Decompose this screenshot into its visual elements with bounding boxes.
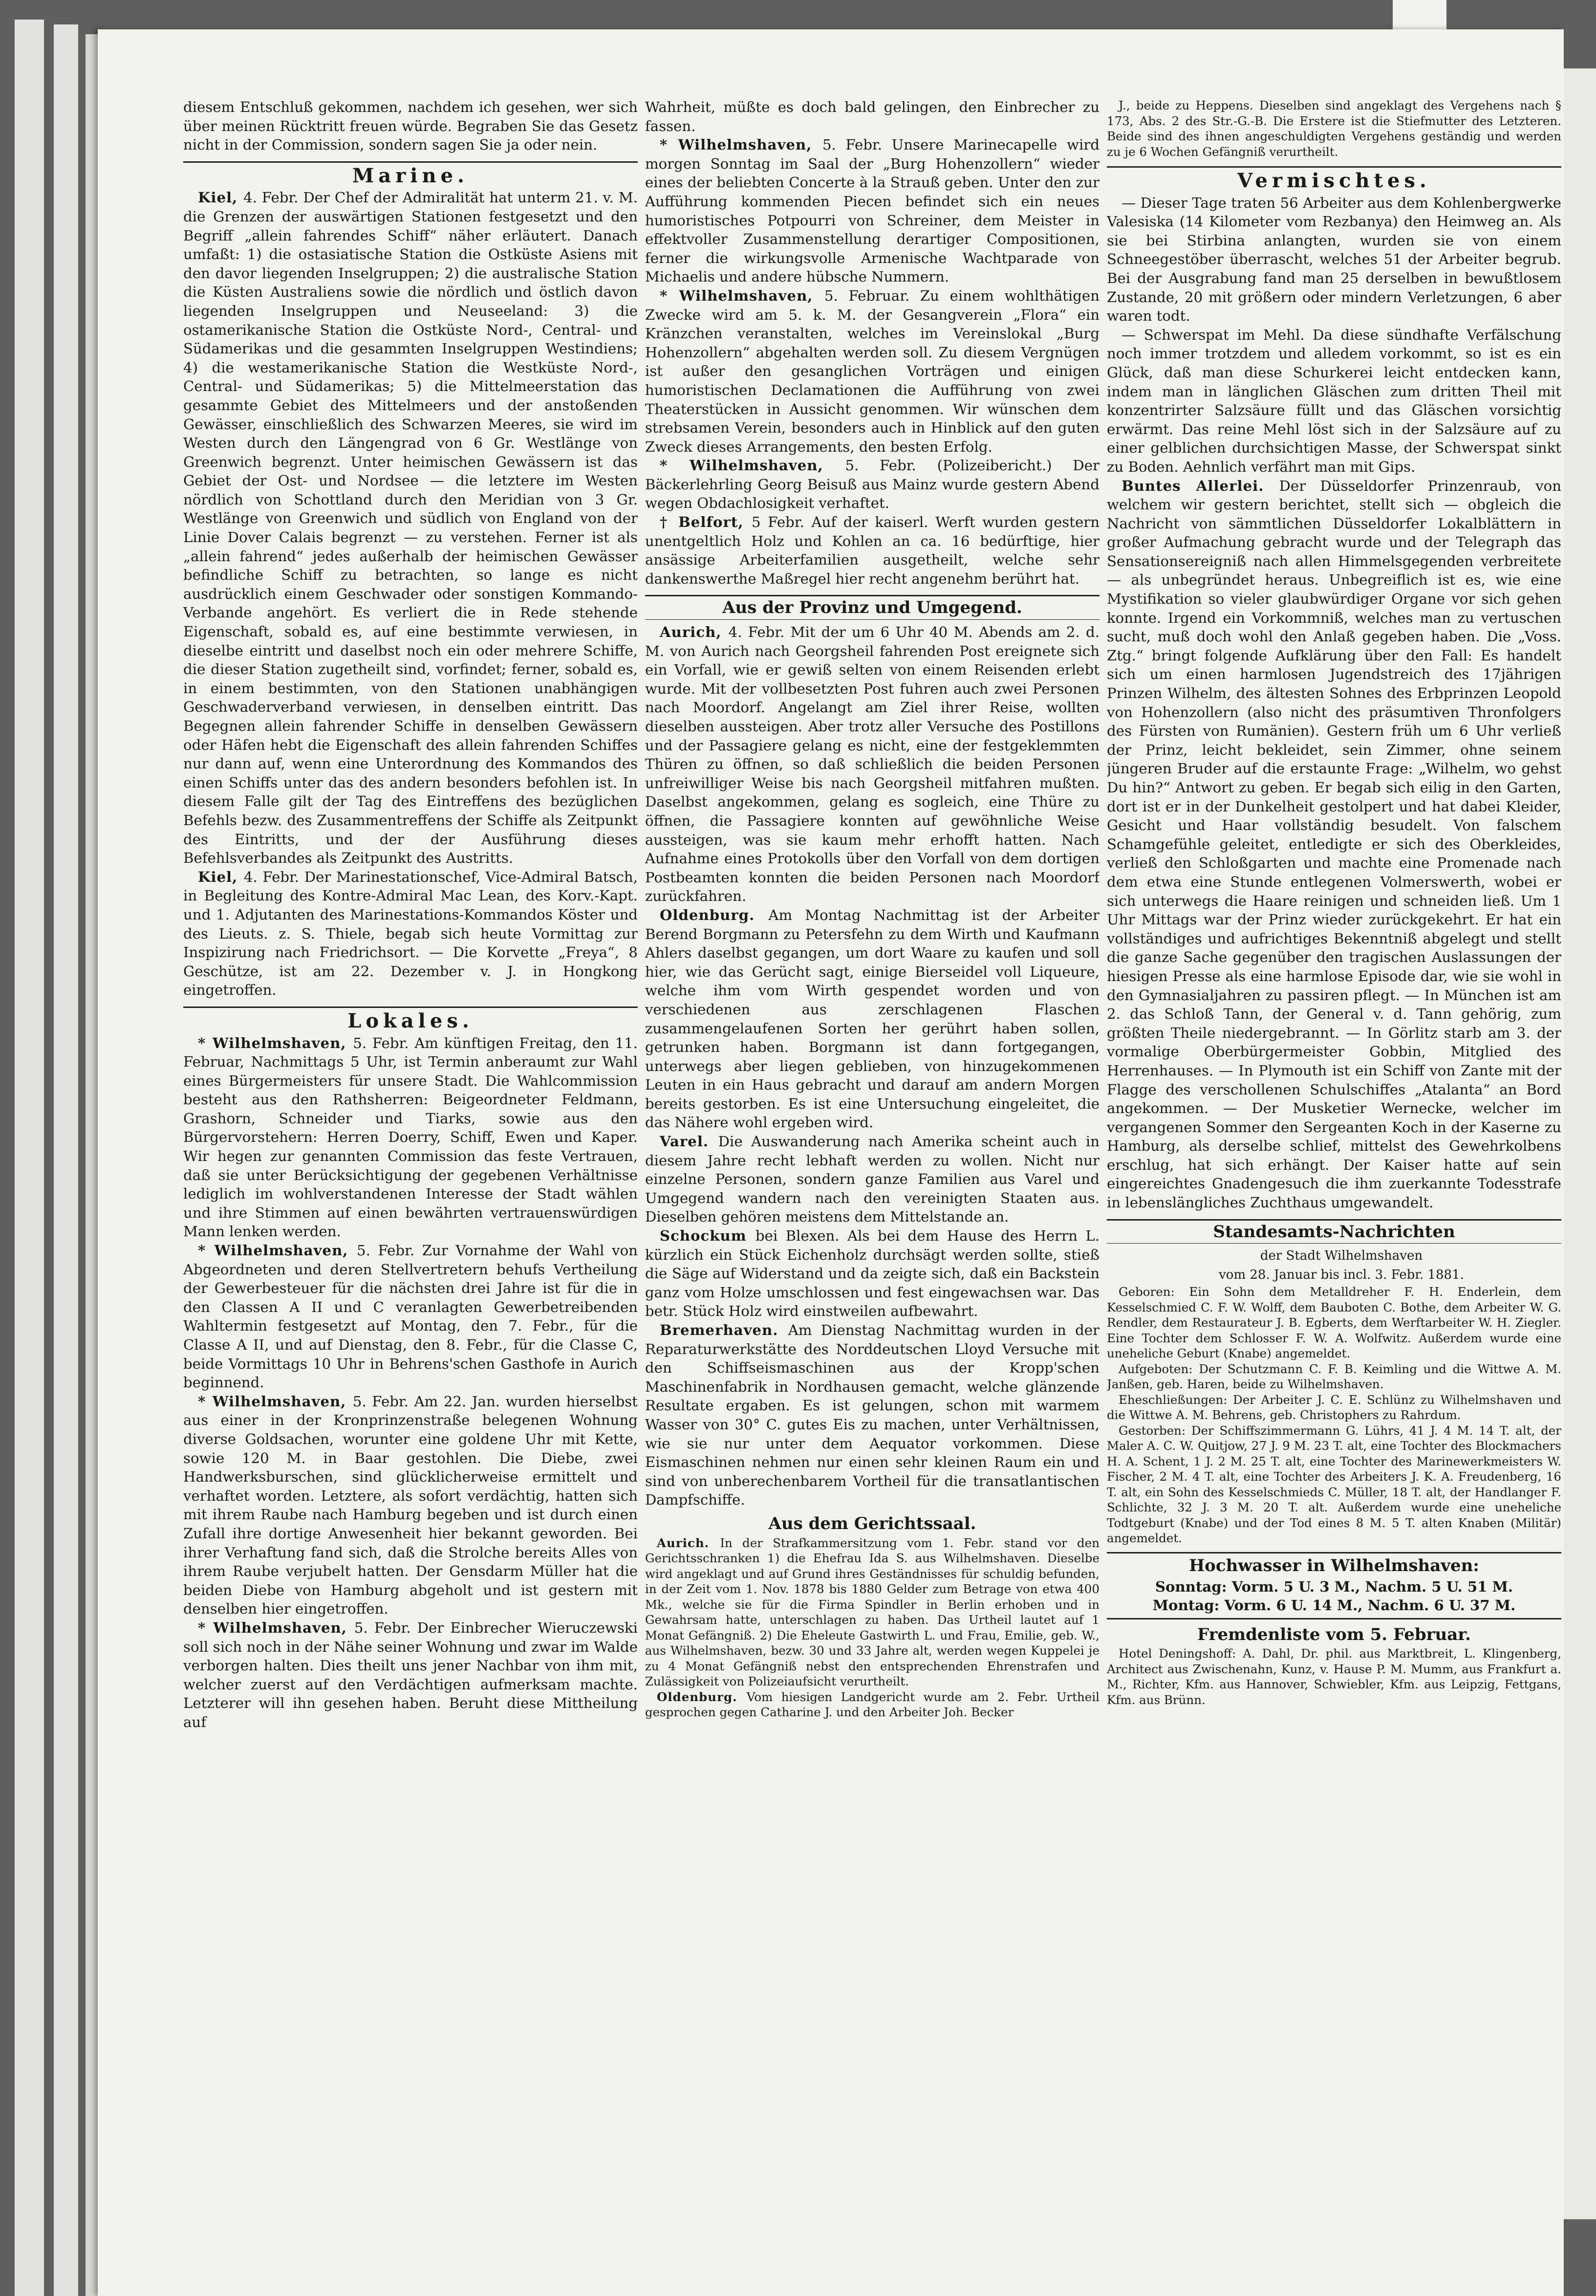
court-report <box>645 1689 1100 1720</box>
article-paragraph <box>1107 1284 1561 1361</box>
dateline: Kiel, <box>198 868 244 885</box>
tide-line: Sonntag: Vorm. 5 U. 3 M., Nachm. 5 U. 51 M. <box>1155 1578 1513 1595</box>
article-text: Aufgeboten: Der Schutzmann C. F. B. Keimling und die Wittwe A. M. Janßen, geb. Haren, beide zu Wilhelmshaven. <box>1107 1361 1561 1392</box>
article-text: Gestorben: Der Schiffszimmermann G. Lührs, 41 J. 4 M. 14 T. alt, der Maler A. C. W. Quitjow, 27 J. 9 M. 23 T. alt, eine Tochter des Blockmachers H. A. Schent, 1 J. 2 M. 25 T. alt, eine Tochter des Marinewerkmeisters W. Fischer, 2 M. 4 T. alt, eine Tochter des Arbeiters J. K. A. Freudenberg, 16 T. alt, ein Sohn des Kesselschmieds C. Müller, 18 T. alt, der Handlanger F. Schlichte, 32 J. 3 M. 20 T. alt. Außerdem wurde eine uneheliche Todtgeburt (Knabe) und der Tod eines 8 M. 5 T. alten Knaben (Militär) angemeldet. <box>1107 1423 1561 1546</box>
article-text: 5 Febr. Auf der kaiserl. Werft wurden gestern unentgeltlich Holz und Kohlen an ca. 16 bedürftige, hier ansässige Arbeiterfamilien ausgetheilt, welche sehr dankenswerthe Maßregel hier recht angenehm berührt hat. <box>645 514 1100 587</box>
article <box>183 1392 638 1618</box>
article <box>645 1226 1100 1321</box>
article-paragraph <box>1107 477 1561 1212</box>
dateline: † Belfort, <box>660 514 752 531</box>
dateline: Oldenburg. <box>657 1689 747 1704</box>
article-text: diesem Entschluß gekommen, nachdem ich gesehen, wer sich über meinen Rücktritt freuen würde. Begraben Sie das Gesetz nicht in der Commission, sondern sagen Sie ja oder nein. <box>183 99 638 153</box>
article-text: 5. Febr. Am künftigen Freitag, den 11. Februar, Nachmittags 5 Uhr, ist Termin anberaumt zur Wahl eines Bürgermeisters für unsere Stadt. Die Wahlcommission besteht aus den Rathsherren: Beigeordneter Feldmann, Grashorn, Schneider und Tiarks, sowie aus den Bürgervorstehern: Herren Doerry, Schiff, Ewen und Kaper. Wir hegen zur genannten Commission das feste Vertrauen, daß sie unter Berücksichtigung der gegebenen Verhältnisse lediglich im wohlverstandenen Interesse der Stadt wählen und ihre Stimmen auf einen bewährten vertrauenswürdigen Mann lenken werden. <box>183 1034 638 1240</box>
article-paragraph <box>183 868 638 1000</box>
article-paragraph <box>1107 194 1561 326</box>
article <box>1107 194 1561 326</box>
article <box>645 1321 1100 1509</box>
court-report <box>645 1535 1100 1689</box>
court-report <box>1107 98 1561 159</box>
section-heading: Standesamts-Nachrichten <box>1107 1219 1561 1244</box>
article-text: 5. Febr. Zur Vornahme der Wahl von Abgeordneten und deren Stellvertretern behufs Vertheilung der Gewerbesteuer für die nächsten drei Jahre ist für die in den Classen A II und C veranlagten Gewerbetreibenden Wahltermin festgesetzt auf Montag, den 7. Febr., für die Classe A II, und auf Dienstag, den 8. Febr., für die Classe C, beide Vormittags 10 Uhr in Behrens'schen Gasthofe in Aurich beginnend. <box>183 1242 638 1391</box>
article-text: Am Dienstag Nachmittag wurden in der Reparaturwerkstätte des Norddeutschen Lloyd Versuche mit den Schiffseismaschinen aus der Kropp'schen Maschinenfabrik in Nordhausen gemacht, welche glänzende Resultate ergaben. Es ist gelungen, schon mit warmem Wasser von 30° C. gutes Eis zu machen, unter Verhältnissen, wie sie nur unter dem Aequator vorkommen. Diese Eismaschinen nehmen nur einen sehr kleinen Raum ein und sind von unberechenbarem Vortheil für die transatlantischen Dampfschiffe. <box>645 1322 1100 1509</box>
article-paragraph <box>1107 1646 1561 1707</box>
article-text: bei Blexen. Als bei dem Hause des Herrn L. kürzlich ein Stück Eichenholz durchsägt werden sollte, stieß die Säge auf Widerstand und da zeigte sich, daß ein Backstein ganz vom Holze umschlossen und fest eingewachsen war. Das betr. Stück Holz wird einstweilen aufbewahrt. <box>645 1227 1100 1320</box>
article-paragraph <box>645 1535 1100 1689</box>
article <box>645 1132 1100 1226</box>
article <box>183 1034 638 1242</box>
article <box>1107 326 1561 477</box>
article <box>183 868 638 1000</box>
article-paragraph <box>645 1321 1100 1509</box>
column-3 <box>1107 98 1561 1707</box>
dateline: * Wilhelmshaven, <box>660 457 845 474</box>
column-2 <box>645 98 1100 1720</box>
article-text: — Dieser Tage traten 56 Arbeiter aus dem Kohlenbergwerke Valesiska (14 Kilometer vom Rezbanya) den Heimweg an. Als sie bei Stirbina anlangten, wurden sie von einem Schneegestöber überrascht, welches 51 der Arbeiter begrub. Bei der Ausgrabung fand man 25 derselben in bewußtlosem Zustande, 20 mit größern oder mindern Verletzungen, 6 aber waren todt. <box>1107 194 1561 325</box>
article-paragraph <box>645 286 1100 456</box>
article-text: 5. Febr. Der Einbrecher Wieruczewski soll sich noch in der Nähe seiner Wohnung und zwar im Walde verborgen halten. Dies theilt uns jener Nachbar von ihm mit, welcher zuerst auf den Verdächtigen aufmerksam machte. Letzterer will ihn gesehen haben. Beruht diese Mittheilung auf <box>183 1619 638 1730</box>
court-report <box>1107 1646 1561 1707</box>
article-paragraph <box>645 623 1100 906</box>
article-text: 5. Februar. Zu einem wohlthätigen Zwecke wird am 5. k. M. der Gesangverein „Flora“ ein Kränzchen veranstalten, welches im Vereinslokal „Burg Hohenzollern“ abgehalten werden soll. Zu diesem Vergnügen ist außer den gesanglichen Vorträgen und einigen humoristischen Declamationen die Aufführung von zwei Theaterstücken in Aussicht genommen. Wir wünschen dem strebsamen Verein, besonders auch in Hinblick auf den guten Zweck dieses Arrangements, den besten Erfolg. <box>645 287 1100 455</box>
tide-title: Hochwasser in Wilhelmshaven: <box>1189 1555 1479 1575</box>
article-paragraph <box>645 513 1100 588</box>
article-text: J., beide zu Heppens. Dieselben sind angeklagt des Vergehens nach § 173, Abs. 2 des Str.-G.-B. Die Erstere ist die Stiefmutter des Letzteren. Beide sind des ihnen angeschuldigten Vergehens geständig und werden zu je 6 Wochen Gefängniß verurtheilt. <box>1107 98 1561 159</box>
court-report <box>1107 1361 1561 1392</box>
article-paragraph <box>183 1034 638 1242</box>
article-text: Hotel Deningshoff: A. Dahl, Dr. phil. aus Marktbreit, L. Klingenberg, Architect aus Zwischenahn, Kunz, v. Hause P. M. Mumm, aus Frankfurt a. M., Richter, Kfm. aus Hannover, Schwiebler, Kfm. aus Leipzig, Fettgans, Kfm. aus Brünn. <box>1107 1646 1561 1707</box>
article-paragraph <box>183 1618 638 1732</box>
article-text: 5. Febr. (Polizeibericht.) Der Bäckerlehrling Georg Beisuß aus Mainz wurde gestern Abend wegen Obdachlosigkeit verhaftet. <box>645 457 1100 512</box>
article <box>1107 477 1561 1212</box>
article <box>645 135 1100 286</box>
newspaper-page <box>98 29 1564 2296</box>
article <box>183 98 638 154</box>
court-report <box>1107 1284 1561 1361</box>
article-paragraph <box>645 1226 1100 1321</box>
article-text: 4. Febr. Der Chef der Admiralität hat unterm 21. v. M. die Grenzen der auswärtigen Stationen festgesetzt und den Begriff „allein fahrendes Schiff“ näher erläutert. Danach umfaßt: 1) die ostasiatische Station die Ostküste Asiens mit den davor liegenden Inselgruppen; 2) die australische Station die Küsten Australiens sowie die nördlich und östlich davon liegenden Inselgruppen und Neuseeland: 3) die ostamerikanische Station die Ostküste Nord-, Central- und Südamerikas und die gesammten Inselgruppen Westindiens; 4) die westamerikanische Station die Westküste Nord-, Central- und Südamerikas; 5) die Mittelmeerstation das gesammte Gebiet des Mittelmeers und der anstoßenden Gewässer, einschließlich des Schwarzen Meeres, sie wird im Westen durch den Längengrad von 6 Gr. Westlänge von Greenwich begrenzt. Unter heimischen Gewässern ist das Gebiet der Ost- und Nordsee — die letztere im Westen nördlich von Schottland durch den Meridian von 3 Gr. Westlänge von Greenwich und südlich von England von der Linie Dover Calais begrenzt — zu verstehen. Ferner ist als „allein fahrend“ jedes außerhalb der heimischen Gewässer befindliche Schiff zu betrachten, so lange es nicht ausdrücklich einem Geschwader oder sonstigen Kommando-Verbande angehört. Es verliert die in Rede stehende Eigenschaft, sobald es, auf eine bestimmte verwiesen, in dieselbe eintritt und daselbst noch ein oder mehrere Schiffe, die dieser Station zugetheilt sind, vorfindet; ferner, sobald es, in einem bestimmten, von den Stationen unabhängigen Geschwaderverband verwiesen, in denselben eintritt. Das Begegnen allein fahrender Schiffe in denselben Gewässern oder Häfen hebt die Eigenschaft des allein fahrenden Schiffes nur dann auf, wenn eine Unterordnung des Kommandos des einen Schiffs unter das des andern besonders befohlen ist. In diesem Falle gilt der Tag des Eintreffens des bezüglichen Befehls bezw. des Zusammentreffens der Schiffe als Zeitpunkt des Eintritts, und der der Ausführung dieses Befehlsverbandes als Zeitpunkt des Austritts. <box>183 189 638 867</box>
article-text: Eheschließungen: Der Arbeiter J. C. E. Schlünz zu Wilhelmshaven und die Wittwe A. M. Behrens, geb. Christophers zu Rahrdum. <box>1107 1392 1561 1422</box>
dateline: * Wilhelmshaven, <box>198 1393 353 1410</box>
article-paragraph <box>1107 98 1561 159</box>
article-paragraph <box>183 98 638 154</box>
article <box>183 1618 638 1732</box>
article-paragraph <box>645 1132 1100 1226</box>
section-heading: Marine. <box>183 161 638 186</box>
section-subheading: vom 28. Januar bis incl. 3. Febr. 1881. <box>1219 1267 1464 1282</box>
column-1 <box>183 98 638 1731</box>
article-text: 4. Febr. Der Marinestationschef, Vice-Admiral Batsch, in Begleitung des Kontre-Admiral Mac Lean, des Korv.-Kapt. und 1. Adjutanten des Marinestations-Kommandos Köster und des Lieuts. z. S. Thiele, begab sich heute Vormittag zur Inspizirung nach Friedrichsort. — Die Korvette „Freya“, 8 Geschütze, ist am 22. Dezember v. J. in Hongkong eingetroffen. <box>183 868 638 999</box>
article <box>645 906 1100 1132</box>
tide-line: Montag: Vorm. 6 U. 14 M., Nachm. 6 U. 37 M. <box>1152 1597 1516 1614</box>
article-paragraph <box>645 456 1100 513</box>
dateline: Buntes Allerlei. <box>1122 477 1279 494</box>
court-report <box>1107 1392 1561 1423</box>
dateline: * Wilhelmshaven, <box>198 1034 353 1051</box>
dateline: * Wilhelmshaven, <box>660 136 822 153</box>
article <box>183 1241 638 1392</box>
article-text: 4. Febr. Mit der um 6 Uhr 40 M. Abends am 2. d. M. von Aurich nach Georgsheil fahrenden Post ereignete sich ein Vorfall, wie er gewiß selten von einem Reisenden erlebt wurde. Mit der vollbesetzten Post fuhren auch zwei Personen nach Moordorf. Angelangt am Ziel ihrer Reise, wollten dieselben aussteigen. Aber trotz aller Versuche des Postillons und der Passagiere gelang es nicht, eine der festgeklemmten Thüren zu öffnen, so daß schließlich die beiden Personen unfreiwilliger Weise bis nach Georgsheil mitfahren mußten. Daselbst angekommen, gelang es sogleich, eine Thüre zu öffnen, die Passagiere konnten auf gewöhnliche Weise aussteigen, was sie kaum mehr erhofft hatten. Nach Aufnahme eines Protokolls über den Vorfall von dem dortigen Postbeamten konnten die beiden Personen nach Moordorf zurückfahren. <box>645 624 1100 905</box>
dateline: Bremerhaven. <box>660 1322 788 1338</box>
court-report <box>1107 1423 1561 1546</box>
article-text: 5. Febr. Unsere Marinecapelle wird morgen Sonntag im Saal der „Burg Hohenzollern“ wieder eines der beliebten Concerte à la Strauß geben. Unter den zur Aufführung kommenden Piecen befindet sich ein neues humoristisches Potpourri von Schreiner, dem Meister in effektvoller Zusammenstellung derartiger Compositionen, ferner die wirkungsvolle Armenische Wachtparade von Michaelis und andere hübsche Nummern. <box>645 136 1100 285</box>
section-heading: Aus der Provinz und Umgegend. <box>645 595 1100 620</box>
article <box>183 188 638 867</box>
article-paragraph <box>183 188 638 867</box>
adjacent-page-fragment <box>1564 68 1596 2219</box>
dateline: Varel. <box>660 1133 718 1150</box>
section-subheading: der Stadt Wilhelmshaven <box>1260 1248 1423 1264</box>
article-paragraph <box>183 1241 638 1392</box>
article-text: Am Montag Nachmittag ist der Arbeiter Berend Borgmann zu Petersfehn zu dem Wirth und Kaufmann Ahlers daselbst gegangen, um dort Waare zu kaufen und soll hier, wie das Gerücht sagt, einige Bierseidel voll Liqueure, welche ihm vom Wirth gespendet worden und von verschiedenen aus zerschlagenen Flaschen zusammengelaufenen Sorten her gerührt haben sollen, getrunken haben. Borgmann ist dann fortgegangen, unterwegs aber liegen geblieben, von hinzugekommenen Leuten in ein Haus gebracht und darauf am andern Morgen bereits gestorben. Es ist eine Untersuchung eingeleitet, die das Nähere wohl ergeben wird. <box>645 906 1100 1131</box>
article-text: Geboren: Ein Sohn dem Metalldreher F. H. Enderlein, dem Kesselschmied C. F. W. Wolff, dem Bauboten C. Bothe, dem Arbeiter W. G. Rendler, dem Restaurateur J. B. Egberts, dem Werftarbeiter W. H. Ziegler. Eine Tochter dem Schlosser F. W. A. Wolfwitz. Außerdem wurde eine uneheliche Geburt (Knabe) angemeldet. <box>1107 1285 1561 1361</box>
article-paragraph <box>183 1392 638 1618</box>
article-text: 5. Febr. Am 22. Jan. wurden hierselbst aus einer in der Kronprinzenstraße belegenen Wohnung diverse Goldsachen, worunter eine goldene Uhr mit Kette, sowie 120 M. in Baar gestohlen. Die Diebe, zwei Handwerksburschen, sind glücklicherweise ermittelt und verhaftet worden. Letztere, als sofort verdächtig, hatten sich mit ihrem Raube nach Hamburg begeben und ist durch einen Zufall ihre dortige Anwesenheit hier bekannt geworden. Bei ihrer Verhaftung fand sich, daß die Strolche bereits Alles von ihrem Raube verjubelt hatten. Der Gensdarm Müller hat die beiden Diebe von Hamburg abgeholt und ist gestern mit denselben hier eingetroffen. <box>183 1393 638 1618</box>
section-heading: Aus dem Gerichtssaal. <box>768 1513 976 1533</box>
dateline: Oldenburg. <box>660 906 769 923</box>
dateline: Aurich. <box>657 1535 720 1550</box>
article-text: Der Düsseldorfer Prinzenraub, von welchem wir gestern berichtet, stellt sich — obgleich die Nachricht von sämmtlichen Düsseldorfer Lokalblättern in großer Aufmachung gebracht wurde und der Telegraph das Sensationsereigniß nach allen Himmelsgegenden verbreitete — als unbegründet heraus. Unbegreiflich ist es, wie eine Mystifikation so vieler glaubwürdiger Organe vor sich gehen konnte. Irgend ein Vorkommniß, welches man zu vertuschen sucht, muß doch wohl den Anlaß gegeben haben. Die „Voss. Ztg.“ bringt folgende Aufklärung über den Fall: Es handelt sich um einen harmlosen Jugendstreich des 17jährigen Prinzen Wilhelm, des ältesten Sohnes des Erbprinzen Leopold von Hohenzollern (also nicht des präsumtiven Thronfolgers des Fürsten von Rumänien). Gestern früh um 6 Uhr verließ der Prinz, leicht bekleidet, sein Zimmer, ohne seinem jüngeren Bruder auf die erstaunte Frage: „Wilhelm, wo gehst Du hin?“ Antwort zu geben. Er begab sich eilig in den Garten, dort ist er in der Dunkelheit gestolpert und hat dabei Kleider, Gesicht und Haar vollständig besudelt. Von falschem Schamgefühle geleitet, entledigte er sich des Oberkleides, verließ den Schloßgarten und machte eine Promenade nach dem etwa eine Stunde entlegenen Volmerswerth, wobei er sich unterwegs die Haare reinigen und schneiden ließ. Um 1 Uhr Mittags war der Prinz wieder zurückgekehrt. Er hat ein vollständiges und aufrichtiges Bekenntniß abgelegt und stellt die ganze Sache gegenüber den tragischen Auslassungen der hiesigen Presse als eine harmlose Episode dar, wie sie wohl in den Gymnasialjahren zu passiren pflegt. — In München ist am 2. das Schloß Tann, der General v. d. Tann gehörig, zum größten Theile niedergebrannt. — In Görlitz starb am 3. der vormalige Oberbürgermeister Gobbin, Mitglied des Herrenhauses. — In Plymouth ist ein Schiff von Zante mit der Flagge des verschollenen Schulschiffes „Atalanta“ an Bord angekommen. — Der Musketier Wernecke, welcher im vergangenen Sommer den Sergeanten Koch in der Kaserne zu Hamburg, als derselbe schlief, mittelst des Gewehrkolbens erschlug, hat sich erhängt. Der Kaiser hatte auf sein eingereichtes Gnadengesuch die ihm zuerkannte Todesstrafe in lebenslängliches Zuchthaus umgewandelt. <box>1107 477 1561 1211</box>
article-paragraph <box>1107 1361 1561 1392</box>
dateline: Aurich, <box>660 624 729 641</box>
article <box>645 456 1100 513</box>
article-paragraph <box>1107 326 1561 477</box>
article-text: — Schwerspat im Mehl. Da diese sündhafte Verfälschung noch immer trotzdem und alledem vorkommt, so ist es ein Glück, daß man diese Schurkerei leicht entdecken kann, indem man in länglichen Gläschen zum dritten Theil mit konzentrirter Salzsäure füllt und das Gläschen vorsichtig erwärmt. Das reine Mehl löst sich in der Salzsäure auf zu einer gelblichen durchsichtigen Masse, der Schwerspat sinkt zu Boden. Aehnlich verfährt man mit Gips. <box>1107 326 1561 475</box>
article-text: Vom hiesigen Landgericht wurde am 2. Febr. Urtheil gesprochen gegen Catharine J. und den Arbeiter Joh. Becker <box>645 1689 1100 1720</box>
article <box>645 623 1100 906</box>
section-heading: Lokales. <box>183 1006 638 1031</box>
article-text: Die Auswanderung nach Amerika scheint auch in diesem Jahre recht lebhaft werden zu wollen. Nicht nur einzelne Personen, sondern ganze Familien aus Varel und Umgegend wandern nach den vereinigten Staaten aus. Dieselben gehören meistens dem Mittelstande an. <box>645 1133 1100 1225</box>
article <box>645 513 1100 588</box>
page-edge <box>15 20 44 2296</box>
dateline: Schockum <box>660 1227 755 1245</box>
article-paragraph <box>645 98 1100 135</box>
section-heading: Fremdenliste vom 5. Februar. <box>1197 1624 1471 1644</box>
dateline: * Wilhelmshaven, <box>660 287 824 304</box>
article <box>645 98 1100 135</box>
article-paragraph <box>1107 1392 1561 1423</box>
article <box>645 286 1100 456</box>
section-heading: Vermischtes. <box>1107 166 1561 191</box>
dateline: * Wilhelmshaven, <box>198 1619 354 1636</box>
dateline: * Wilhelmshaven, <box>198 1242 357 1259</box>
tide-table <box>1107 1552 1561 1619</box>
article-paragraph <box>1107 1423 1561 1546</box>
article-paragraph <box>645 1689 1100 1720</box>
article-paragraph <box>645 906 1100 1132</box>
page-edge <box>54 24 78 2296</box>
article-text: Wahrheit, müßte es doch bald gelingen, den Einbrecher zu fassen. <box>645 99 1100 134</box>
article-text: In der Strafkammersitzung vom 1. Febr. stand vor den Gerichtsschranken 1) die Ehefrau Ida S. aus Wilhelmshaven. Dieselbe wird angeklagt und auf Grund ihres Geständnisses für schuldig befunden, in der Zeit vom 1. Nov. 1878 bis 1880 Gelder zum Betrage von etwa 400 Mk., welche sie für die Firma Spindler in Berlin erhoben und in Gewahrsam hatte, unterschlagen zu haben. Das Urtheil lautet auf 1 Monat Gefängniß. 2) Die Eheleute Gastwirth L. und Frau, Emilie, geb. W., aus Wilhelmshaven, bezw. 30 und 33 Jahre alt, werden wegen Kuppelei je zu 4 Monat Gefängniß nebst den entsprechenden Ehrenstrafen und Zulässigkeit von Polizeiaufsicht verurtheilt. <box>645 1535 1100 1689</box>
article-paragraph <box>645 135 1100 286</box>
dateline: Kiel, <box>198 189 244 206</box>
